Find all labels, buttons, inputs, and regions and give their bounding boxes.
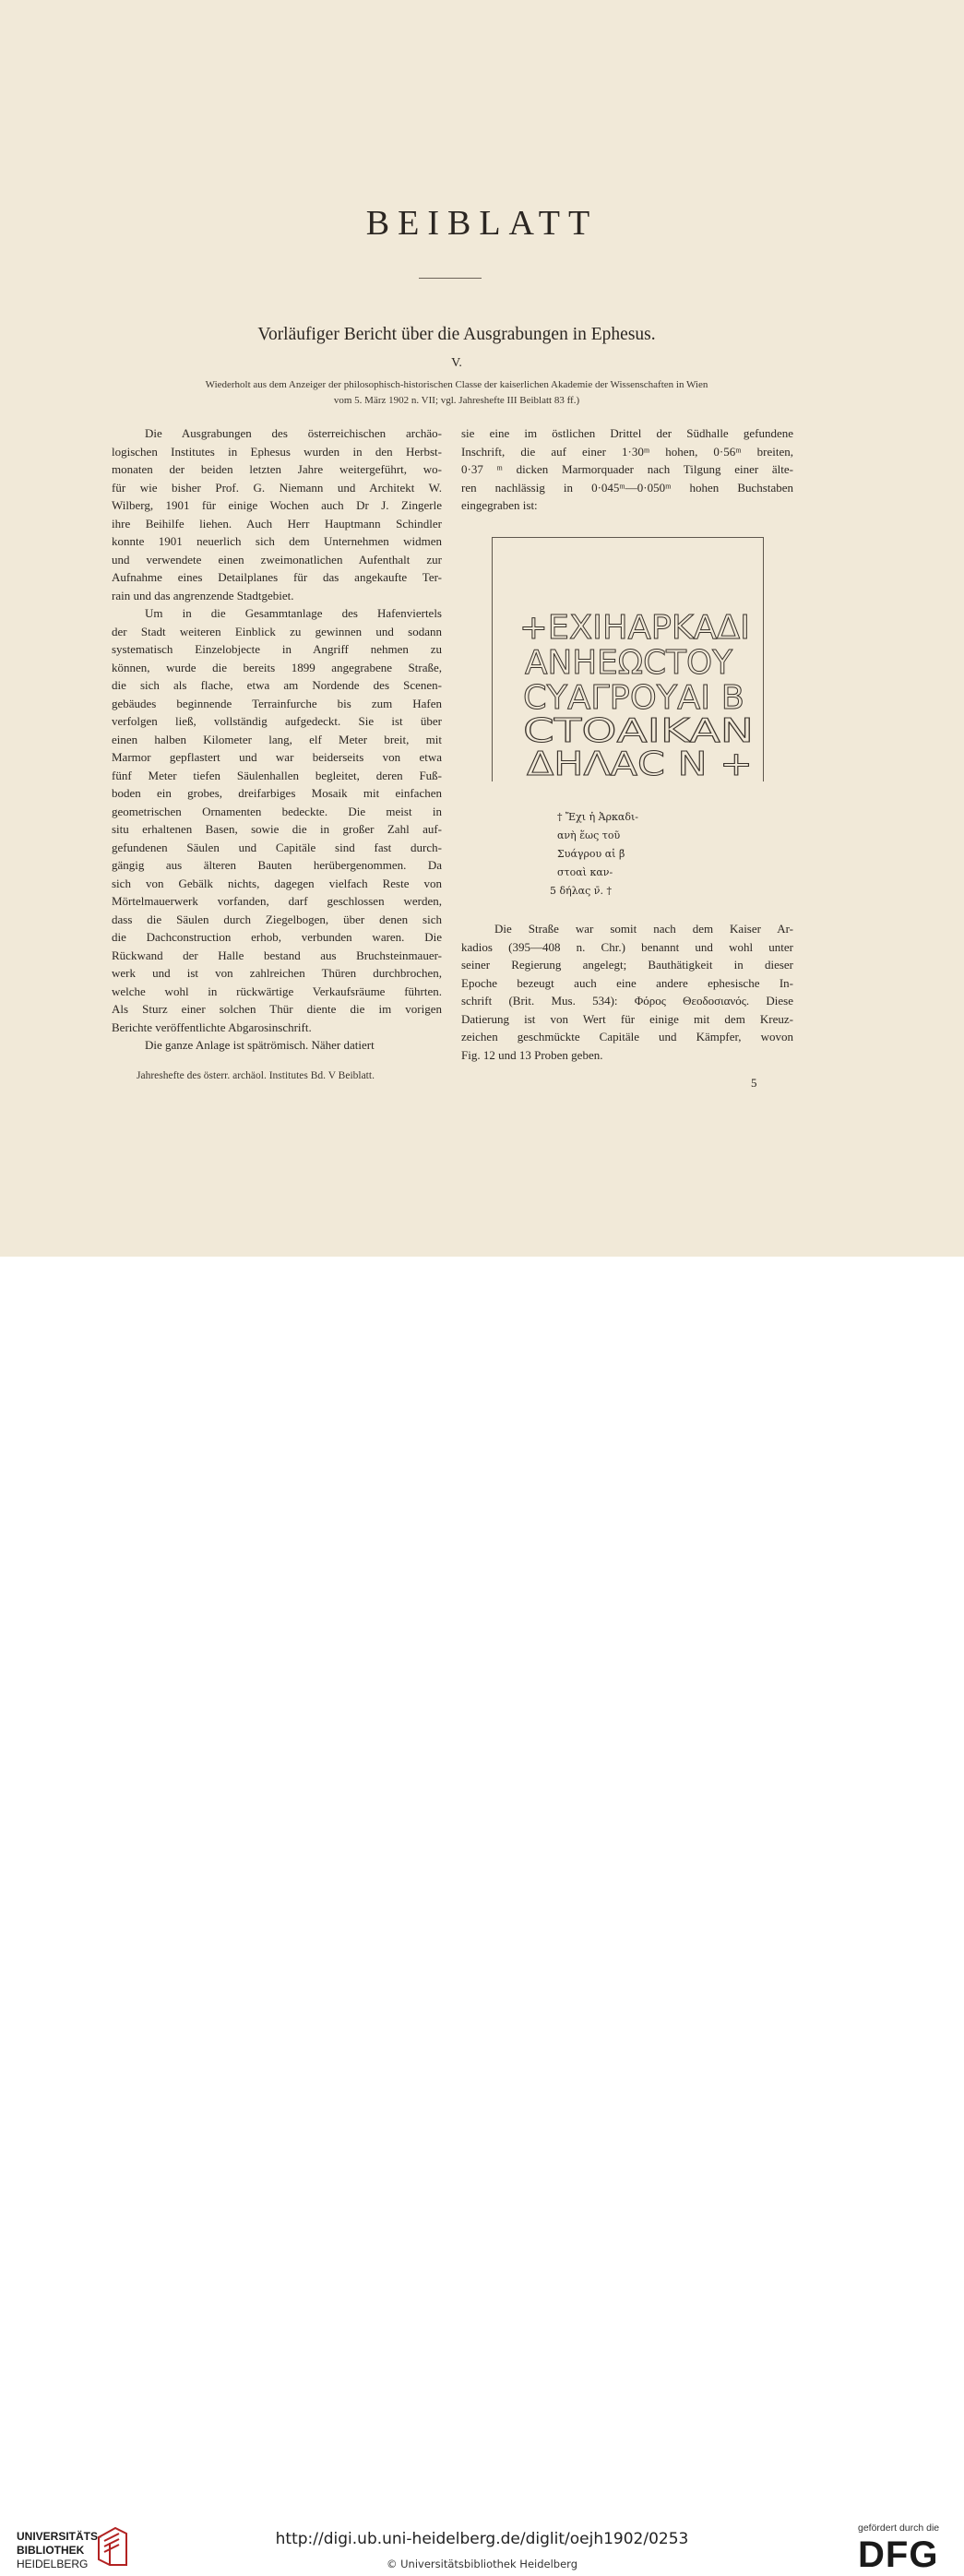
page-number: 5 [751, 1076, 757, 1090]
library-name-line: HEIDELBERG [17, 2558, 89, 2570]
title-rule [419, 278, 482, 279]
text-line: Marmor gepflastert und war beiderseits von etwa [112, 750, 442, 764]
text-line: zeichen geschmückte Capitäle und Kämpfer, wovon [461, 1030, 793, 1044]
text-line: ihre Beihilfe liehen. Auch Herr Hauptmann Schindler [112, 516, 442, 531]
funding-caption: gefördert durch die [858, 2522, 940, 2534]
text-line: seiner Regierung angelegt; Bauthätigkeit in dieser [461, 958, 793, 972]
transcription-line: ανὴ ἕως τοῦ [557, 829, 621, 841]
text-line: gebäudes beginnende Terrainfurche bis zum Hafen [112, 696, 442, 710]
text-line: gefundenen Säulen und Capitäle sind fast durch- [112, 840, 442, 854]
text-line: Wilberg, 1901 für einige Wochen auch Dr J. Zingerle [112, 498, 442, 512]
viewer-bottom-bar [0, 1257, 964, 2575]
text-line: Mörtelmauerwerk vorfanden, darf geschlossen werden, [112, 894, 442, 908]
text-line: der Stadt weiteren Einblick zu gewinnen und sodann [112, 624, 442, 638]
text-line: boden ein grobes, dreifarbiges Mosaik mit einfachen [112, 786, 442, 800]
copyright-notice: © Universitätsbibliothek Heidelberg [386, 2558, 577, 2570]
text-line: werk und ist von zahlreichen Thüren durchbrochen, [112, 966, 442, 980]
inscription-drawing [492, 537, 762, 786]
masthead-title: BEIBLATT [365, 204, 599, 243]
text-line: für wie bisher Prof. G. Niemann und Architekt W. [112, 480, 442, 495]
article-numeral: V. [451, 356, 462, 370]
right-column-top [461, 424, 793, 515]
transcription-line: † Ἔχι ἡ Ἀρκαδι- [557, 811, 639, 823]
text-line: Datierung ist von Wert für einige mit dem Kreuz- [461, 1011, 793, 1026]
text-line: Um in die Gesammtanlage des Hafenviertels [145, 606, 442, 620]
text-line: Epoche bezeugt auch eine andere ephesische In- [461, 975, 793, 990]
scanned-page [0, 0, 964, 1257]
text-line: die sich als flache, etwa am Nordende des Scenen- [112, 678, 442, 692]
article-title: Vorläufiger Bericht über die Ausgrabungen in Ephesus. [257, 325, 656, 344]
text-line: sich von Gebälk nichts, dagegen vielfach Reste von [112, 876, 442, 890]
article-note [120, 377, 793, 409]
text-line: und verwendete einen zweimonatlichen Aufenthalt zur [112, 552, 442, 566]
text-line: systematisch Einzelobjecte in Angriff nehmen zu [112, 642, 442, 656]
text-line: gängig aus älteren Bauten herübergenommen. Da [112, 858, 442, 872]
text-line: Aufnahme eines Detailplanes für das angekaufte Ter- [112, 570, 442, 584]
text-line: konnte 1901 neuerlich sich dem Unternehmen widmen [112, 534, 442, 548]
text-line: Inschrift, die auf einer 1·30ᵐ hohen, 0·56ᵐ breiten, [461, 444, 793, 459]
text-line: kadios (395—408 n. Chr.) benannt und wohl unter [461, 939, 793, 954]
text-line: welche wohl in rückwärtige Verkaufsräume führten. [112, 984, 442, 998]
right-column-bottom [461, 920, 793, 1064]
text-line: ren nachlässig in 0·045ᵐ—0·050ᵐ hohen Buchstaben [461, 480, 793, 495]
text-line: fünf Meter tiefen Säulenhallen begleitet, deren Fuß- [112, 768, 442, 782]
text-line: monaten der beiden letzten Jahre weitergeführt, wo- [112, 462, 442, 476]
text-line: verfolgen ließ, vollständig aufgedeckt. Sie ist über [112, 714, 442, 728]
text-line: situ erhaltenen Basen, sowie die in großer Zahl auf- [112, 822, 442, 836]
transcription-line: στοαὶ καν- [557, 866, 613, 878]
text-line: Rückwand der Halle bestand aus Bruchsteinmauer- [112, 948, 442, 962]
inscription-line: +ΕΧΙΗΑΡΚΑΔΙ [519, 609, 750, 647]
text-line: 0·37 ᵐ dicken Marmorquader nach Tilgung einer älte- [461, 462, 793, 476]
text-line: Die Ausgrabungen des österreichischen archäo- [145, 426, 442, 440]
source-url-link[interactable]: http://digi.ub.uni-heidelberg.de/diglit/oejh1902/0253 [275, 2530, 689, 2548]
transcription-line: 5 δήλας ν̄. † [550, 885, 612, 897]
text-line: schrift (Brit. Mus. 534): Φόρος Θεοδοσιανός. Diese [461, 994, 793, 1008]
running-foot: Jahreshefte des österr. archäol. Institutes Bd. V Beiblatt. [137, 1070, 375, 1081]
text-line: Berichte veröffentlichte Abgarosinschrift. [112, 1020, 312, 1034]
inscription-line: CΤΟΑΙΚΑΝ [523, 712, 754, 750]
text-line: geometrischen Ornamenten bedeckte. Die meist in [112, 804, 442, 818]
text-line: können, wurde die bereits 1899 angegrabene Straße, [112, 660, 442, 674]
library-name-line: UNIVERSITÄTS- [17, 2530, 102, 2543]
text-line: Fig. 12 und 13 Proben geben. [461, 1047, 603, 1062]
inscription-line: ΔΗΛΑC Ν + [527, 745, 753, 783]
article-note-line: vom 5. März 1902 n. VII; vgl. Jahreshefte III Beiblatt 83 ff.) [333, 395, 580, 406]
text-line: rain und das angrenzende Stadtgebiet. [112, 588, 294, 602]
text-line: logischen Institutes in Ephesus wurden in den Herbst- [112, 444, 442, 459]
inscription-transcription [550, 808, 705, 900]
article-note-line: Wiederholt aus dem Anzeiger der philosophisch-historischen Classe der kaiserlichen Akademie der Wissenschaften in Wien [205, 379, 708, 390]
text-line: Die ganze Anlage ist spätrömisch. Näher datiert [145, 1038, 375, 1052]
left-column [112, 424, 442, 1055]
text-line: Als Sturz einer solchen Thür diente die im vorigen [112, 1002, 442, 1016]
text-line: sie eine im östlichen Drittel der Südhalle gefundene [461, 426, 793, 440]
inscription-line: CΥΑΓΡΟΥΑΙ Β [523, 679, 744, 717]
text-line: dass die Säulen durch Ziegelbogen, über denen sich [112, 912, 442, 926]
library-name-line: BIBLIOTHEK [17, 2544, 85, 2557]
inscription-line: ΑΝΗΕΩCΤΟΥ [525, 644, 733, 682]
text-line: einen halben Kilometer lang, elf Meter breit, mit [112, 732, 442, 746]
transcription-line: Συάγρου αἱ β̄ [557, 848, 625, 860]
text-line: Die Straße war somit nach dem Kaiser Ar- [494, 922, 793, 936]
text-line: die Dachconstruction erhob, verbunden waren. Die [112, 930, 442, 944]
dfg-logo[interactable]: DFG [858, 2534, 939, 2575]
text-line: eingegraben ist: [461, 498, 538, 512]
